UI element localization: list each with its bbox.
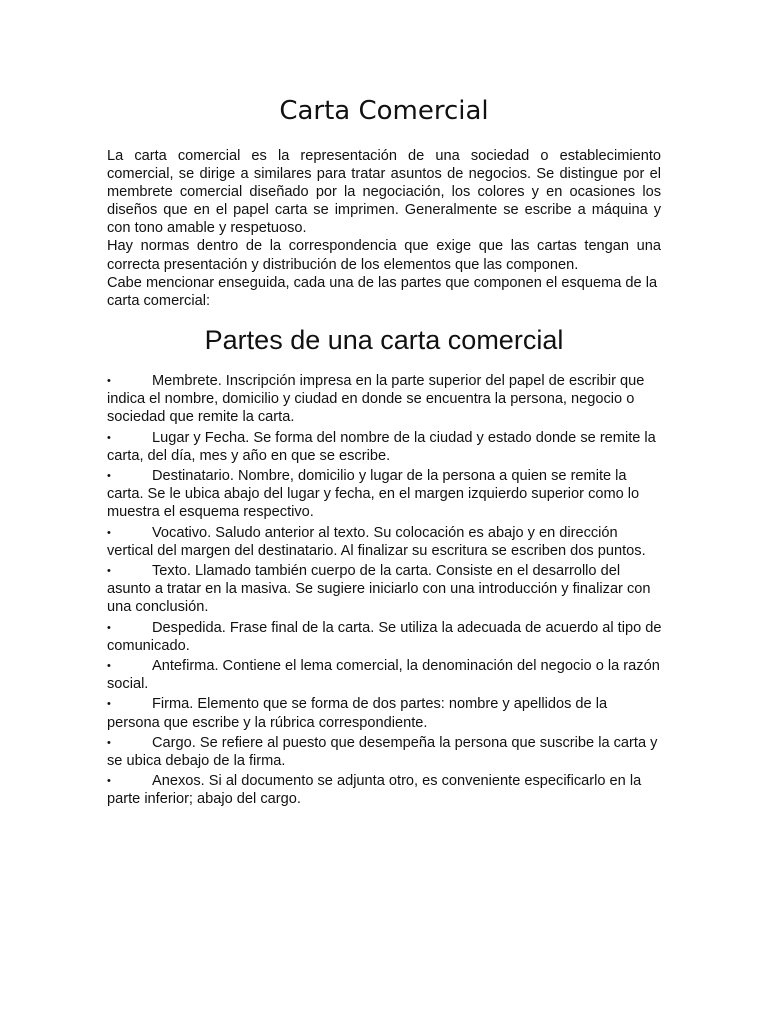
bullet-icon: •	[107, 431, 111, 444]
list-item	[107, 524, 663, 560]
bullet-icon: •	[107, 470, 111, 483]
bullet-icon: •	[107, 775, 111, 788]
intro-paragraph: Cabe mencionar enseguida, cada una de las partes que componen el esquema de la carta comercial:	[107, 274, 658, 309]
list-item-text: Firma. Elemento que se forma de dos partes: nombre y apellidos de la persona que escribe y la rúbrica correspondiente.	[107, 696, 608, 731]
list-item	[107, 562, 663, 617]
list-item	[107, 429, 663, 465]
bullet-icon: •	[107, 565, 111, 578]
bullet-icon: •	[107, 621, 111, 634]
parts-list	[107, 372, 663, 811]
bullet-icon: •	[107, 736, 111, 749]
list-item-text: Membrete. Inscripción impresa en la parte superior del papel de escribir que indica el nombre, domicilio y ciudad en donde se encuentra la persona, negocio o sociedad que remite la carta.	[107, 373, 645, 426]
list-item	[107, 372, 663, 427]
list-item	[107, 619, 663, 655]
list-item	[107, 695, 663, 731]
bullet-icon: •	[107, 375, 111, 387]
bullet-icon: •	[107, 526, 111, 539]
list-item	[107, 734, 663, 770]
list-item-text: Cargo. Se refiere al puesto que desempeña la persona que suscribe la carta y se ubica debajo de la firma.	[107, 734, 658, 770]
list-item	[107, 772, 663, 808]
bullet-icon: •	[107, 698, 111, 711]
section-heading: Partes de una carta comercial	[204, 325, 564, 355]
list-item-text: Antefirma. Contiene el lema comercial, la denominación del negocio o la razón social.	[107, 658, 660, 693]
list-item	[107, 657, 663, 693]
list-item-text: Destinatario. Nombre, domicilio y lugar de la persona a quien se remite la carta. Se le ubica abajo del lugar y fecha, en el margen izquierdo superior como lo muestra el esquema respectivo.	[107, 468, 640, 521]
intro-section	[107, 147, 661, 310]
bullet-icon: •	[107, 660, 111, 673]
list-item-text: Anexos. Si al documento se adjunta otro, es conveniente especificarlo en la parte inferior; abajo del cargo.	[107, 773, 642, 808]
list-item-text: Texto. Llamado también cuerpo de la carta. Consiste en el desarrollo del asunto a tratar en la masiva. Se sugiere iniciarlo con una introducción y finalizar con una conclusión.	[107, 563, 651, 616]
intro-paragraph: La carta comercial es la representación de una sociedad o establecimiento comercial, se dirige a similares para tratar asuntos de negocios. Se distingue por el membrete comercial diseñado por la negociación, los colores y en ocasiones los diseños que en el papel carta se imprimen. Generalmente se escribe a máquina y con tono amable y respetuoso.	[107, 148, 661, 237]
document-title: Carta Comercial	[279, 96, 489, 126]
intro-paragraph: Hay normas dentro de la correspondencia que exige que las cartas tengan una correcta presentación y distribución de los elementos que las componen.	[107, 238, 661, 273]
list-item-text: Vocativo. Saludo anterior al texto. Su colocación es abajo y en dirección vertical del margen del destinatario. Al finalizar su escritura se escriben dos puntos.	[107, 524, 646, 559]
list-item	[107, 467, 663, 522]
list-item-text: Lugar y Fecha. Se forma del nombre de la ciudad y estado donde se remite la carta, del día, mes y año en que se escribe.	[107, 429, 656, 464]
list-item-text: Despedida. Frase final de la carta. Se utiliza la adecuada de acuerdo al tipo de comunicado.	[107, 619, 662, 654]
